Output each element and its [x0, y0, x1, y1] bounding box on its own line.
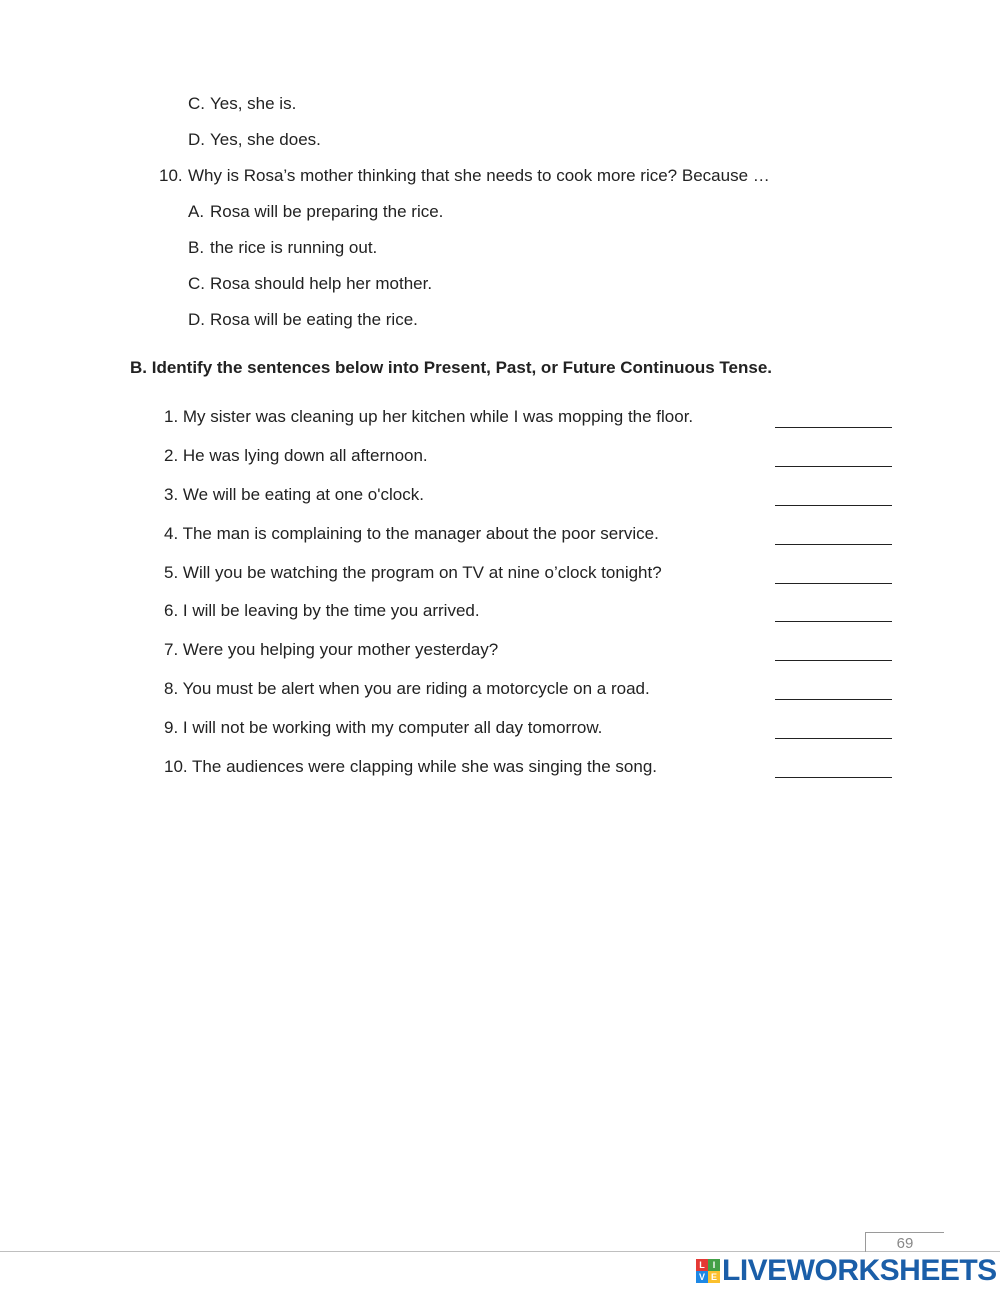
- question-number: 10.: [159, 166, 183, 185]
- part-b-item-7: 7. Were you helping your mother yesterday?: [164, 640, 499, 659]
- option-text: the rice is running out.: [210, 238, 378, 257]
- part-b-item-10: 10. The audiences were clapping while she was singing the song.: [164, 757, 657, 776]
- part-b-item-5: 5. Will you be watching the program on TV at nine o’clock tonight?: [164, 563, 662, 582]
- option-letter: B.: [188, 238, 205, 257]
- option-letter: A.: [188, 202, 205, 221]
- option-letter: D.: [188, 130, 205, 149]
- answer-blank-6[interactable]: [775, 620, 892, 622]
- liveworksheets-brand[interactable]: [696, 1256, 997, 1286]
- question-text: Why is Rosa’s mother thinking that she needs to cook more rice? Because …: [188, 166, 770, 185]
- liveworksheets-logo-icon: [696, 1259, 720, 1283]
- answer-blank-9[interactable]: [775, 737, 892, 739]
- logo-cell: L: [696, 1259, 708, 1271]
- answer-blank-4[interactable]: [775, 543, 892, 545]
- option-text: Rosa will be eating the rice.: [210, 310, 418, 329]
- part-b-item-2: 2. He was lying down all afternoon.: [164, 446, 428, 465]
- footer-divider: [0, 1251, 1000, 1252]
- option-text: Yes, she does.: [210, 130, 321, 149]
- logo-cell: I: [708, 1259, 720, 1271]
- option-letter: D.: [188, 310, 205, 329]
- part-b-item-3: 3. We will be eating at one o'clock.: [164, 485, 424, 504]
- answer-blank-1[interactable]: [775, 426, 892, 428]
- answer-blank-8[interactable]: [775, 698, 892, 700]
- page-number: 69: [865, 1232, 944, 1252]
- q10-option-c: [188, 274, 432, 294]
- q9-option-c: [188, 94, 296, 114]
- brand-name: LIVEWORKSHEETS: [722, 1254, 997, 1287]
- q10-option-d: [188, 310, 418, 330]
- answer-blank-3[interactable]: [775, 504, 892, 506]
- option-text: Rosa should help her mother.: [210, 274, 433, 293]
- part-b-item-1: 1. My sister was cleaning up her kitchen while I was mopping the floor.: [164, 407, 694, 426]
- option-text: Rosa will be preparing the rice.: [210, 202, 444, 221]
- part-b-heading: B. Identify the sentences below into Present, Past, or Future Continuous Tense.: [130, 358, 772, 377]
- answer-blank-5[interactable]: [775, 582, 892, 584]
- part-b-item-9: 9. I will not be working with my computer all day tomorrow.: [164, 718, 603, 737]
- q9-option-d: [188, 130, 321, 150]
- part-b-item-6: 6. I will be leaving by the time you arrived.: [164, 601, 480, 620]
- answer-blank-7[interactable]: [775, 659, 892, 661]
- part-b-item-8: 8. You must be alert when you are riding a motorcycle on a road.: [164, 679, 650, 698]
- option-letter: C.: [188, 94, 205, 113]
- part-b-item-4: 4. The man is complaining to the manager about the poor service.: [164, 524, 659, 543]
- question-10: [159, 166, 770, 186]
- q10-option-a: [188, 202, 443, 222]
- answer-blank-2[interactable]: [775, 465, 892, 467]
- option-text: Yes, she is.: [210, 94, 297, 113]
- q10-option-b: [188, 238, 377, 258]
- logo-cell: V: [696, 1271, 708, 1283]
- option-letter: C.: [188, 274, 205, 293]
- logo-cell: E: [708, 1271, 720, 1283]
- answer-blank-10[interactable]: [775, 776, 892, 778]
